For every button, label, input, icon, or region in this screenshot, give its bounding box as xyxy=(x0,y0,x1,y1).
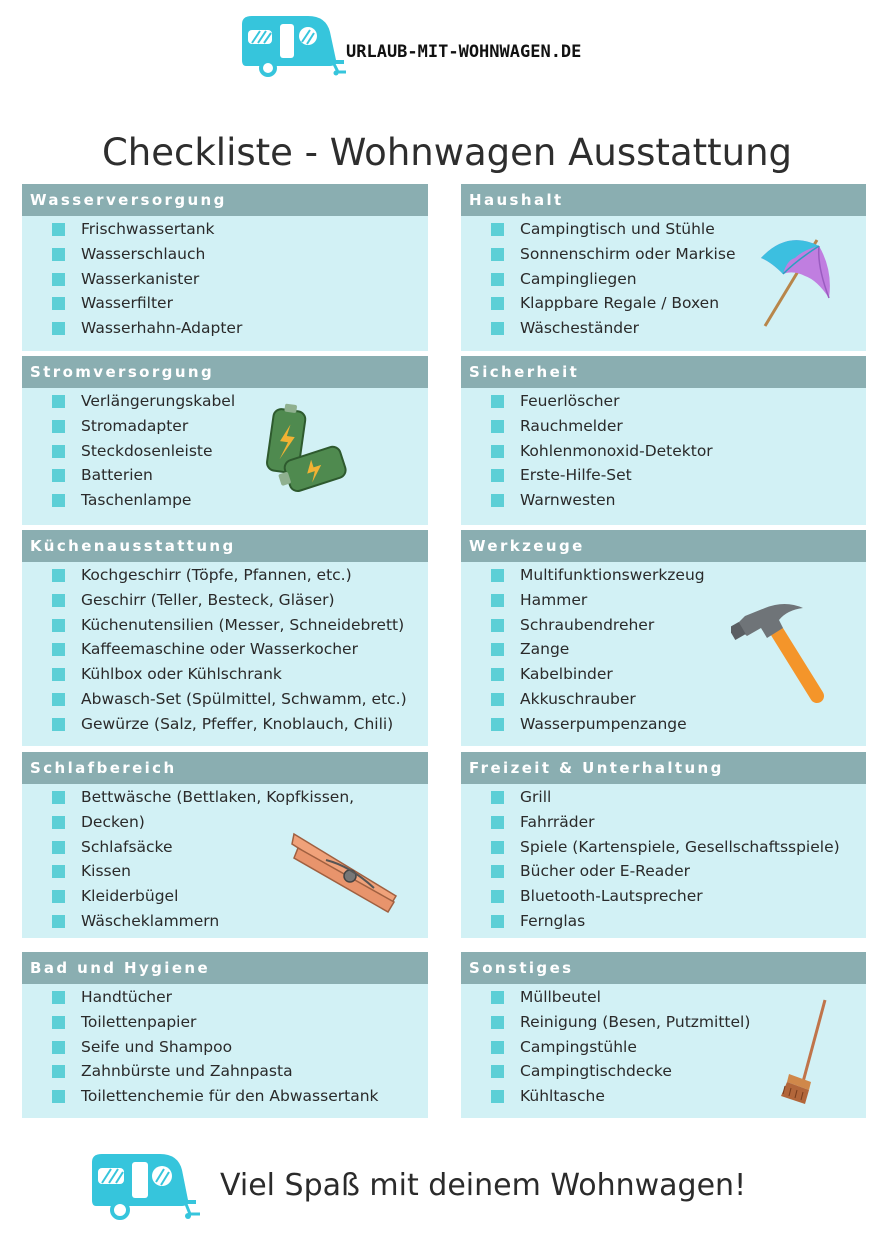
checkbox[interactable] xyxy=(491,1041,504,1054)
checkbox[interactable] xyxy=(491,1090,504,1103)
item-label: Steckdosenleiste xyxy=(81,441,213,460)
item-label: Müllbeutel xyxy=(520,988,601,1006)
item-label: Kohlenmonoxid-Detektor xyxy=(520,441,713,460)
item-label: Campingtischdecke xyxy=(520,1062,672,1081)
item-label: Rauchmelder xyxy=(520,416,623,435)
item-label: Wäscheständer xyxy=(520,319,640,338)
list-item xyxy=(461,464,866,489)
checkbox[interactable] xyxy=(491,643,504,656)
checkbox[interactable] xyxy=(52,1016,65,1029)
checkbox[interactable] xyxy=(52,1090,65,1103)
item-label: Wasserpumpenzange xyxy=(520,714,687,733)
checkbox[interactable] xyxy=(52,693,65,706)
list-item xyxy=(461,713,866,738)
checkbox[interactable] xyxy=(491,816,504,829)
item-label: Campingstühle xyxy=(520,1037,637,1056)
checkbox[interactable] xyxy=(491,594,504,607)
checkbox[interactable] xyxy=(52,322,65,335)
item-label: Kaffeemaschine oder Wasserkocher xyxy=(81,640,358,659)
item-label: Batterien xyxy=(81,466,153,485)
checklist xyxy=(22,216,428,342)
checkbox[interactable] xyxy=(52,1041,65,1054)
checkbox[interactable] xyxy=(52,841,65,854)
list-item xyxy=(22,638,428,663)
item-label: Toilettenchemie für den Abwassertank xyxy=(81,1087,379,1106)
list-item xyxy=(22,986,428,1011)
item-label: Kühlbox oder Kühlschrank xyxy=(81,665,282,684)
section-haushalt xyxy=(461,184,866,351)
checkbox[interactable] xyxy=(52,791,65,804)
section-wasserversorgung xyxy=(22,184,428,351)
checkbox[interactable] xyxy=(52,297,65,310)
item-label: Frischwassertank xyxy=(81,220,215,238)
item-label: Wasserkanister xyxy=(81,269,200,288)
item-label: Klappbare Regale / Boxen xyxy=(520,294,720,313)
section-title: Stromversorgung xyxy=(22,356,428,388)
item-label: Kühltasche xyxy=(520,1087,605,1106)
item-label: Wäscheklammern xyxy=(81,911,220,930)
list-item xyxy=(22,268,428,293)
item-label: Seife und Shampoo xyxy=(81,1037,233,1056)
item-label: Kissen xyxy=(81,862,131,881)
checkbox[interactable] xyxy=(52,816,65,829)
item-label: Wasserfilter xyxy=(81,294,173,313)
item-label: Reinigung (Besen, Putzmittel) xyxy=(520,1012,751,1031)
section-werkzeuge xyxy=(461,530,866,746)
checkbox[interactable] xyxy=(52,1065,65,1078)
battery-icon xyxy=(264,402,350,500)
checkbox[interactable] xyxy=(52,420,65,433)
checkbox[interactable] xyxy=(491,273,504,286)
section-sicherheit xyxy=(461,356,866,525)
footer-message: Viel Spaß mit deinem Wohnwagen! xyxy=(220,1168,747,1203)
list-item xyxy=(461,390,866,415)
item-label: Toilettenpapier xyxy=(81,1012,197,1031)
item-label: Wasserhahn-Adapter xyxy=(81,319,243,338)
checkbox[interactable] xyxy=(491,297,504,310)
list-item xyxy=(22,614,428,639)
item-label: Schraubendreher xyxy=(520,615,655,634)
list-item xyxy=(22,688,428,713)
checkbox[interactable] xyxy=(52,991,65,1004)
checkbox[interactable] xyxy=(52,668,65,681)
section-title: Bad und Hygiene xyxy=(22,952,428,984)
list-item xyxy=(22,390,428,415)
checkbox[interactable] xyxy=(52,395,65,408)
item-label: Zahnbürste und Zahnpasta xyxy=(81,1062,293,1081)
checkbox[interactable] xyxy=(491,668,504,681)
checklist xyxy=(461,784,866,935)
item-label: Stromadapter xyxy=(81,416,189,435)
checkbox[interactable] xyxy=(491,1065,504,1078)
checkbox[interactable] xyxy=(52,494,65,507)
item-label: Geschirr (Teller, Besteck, Gläser) xyxy=(81,590,335,609)
section-title: Werkzeuge xyxy=(461,530,866,562)
item-label: Hammer xyxy=(520,590,588,609)
list-item xyxy=(22,292,428,317)
list-item xyxy=(22,713,428,738)
item-label: Feuerlöscher xyxy=(520,392,620,410)
checkbox[interactable] xyxy=(491,223,504,236)
checkbox[interactable] xyxy=(491,420,504,433)
checkbox[interactable] xyxy=(52,223,65,236)
item-label: Erste-Hilfe-Set xyxy=(520,466,632,485)
list-item xyxy=(461,836,866,861)
item-label: Akkuschrauber xyxy=(520,689,636,708)
section-title: Wasserversorgung xyxy=(22,184,428,216)
item-label: Spiele (Kartenspiele, Gesellschaftsspiele) xyxy=(520,837,840,856)
list-item xyxy=(22,1060,428,1085)
section-title: Sonstiges xyxy=(461,952,866,984)
checkbox[interactable] xyxy=(491,915,504,928)
section-schlafbereich xyxy=(22,752,428,938)
item-label: Warnwesten xyxy=(520,491,616,510)
section-kuechenausstattung xyxy=(22,530,428,746)
section-title: Sicherheit xyxy=(461,356,866,388)
list-item xyxy=(461,811,866,836)
checkbox[interactable] xyxy=(491,865,504,878)
checkbox[interactable] xyxy=(491,619,504,632)
item-label: Kochgeschirr (Töpfe, Pfannen, etc.) xyxy=(81,566,352,584)
checkbox[interactable] xyxy=(52,619,65,632)
section-title: Küchenausstattung xyxy=(22,530,428,562)
item-label: Bluetooth-Lautsprecher xyxy=(520,887,703,906)
item-label: Zange xyxy=(520,640,570,659)
checkbox[interactable] xyxy=(52,445,65,458)
item-label: Küchenutensilien (Messer, Schneidebrett) xyxy=(81,615,405,634)
broom-icon xyxy=(781,998,831,1110)
list-item xyxy=(22,317,428,342)
item-label: Kleiderbügel xyxy=(81,887,179,906)
list-item xyxy=(461,415,866,440)
section-title: Haushalt xyxy=(461,184,866,216)
item-label: Verlängerungskabel xyxy=(81,392,236,410)
checkbox[interactable] xyxy=(491,693,504,706)
checkbox[interactable] xyxy=(491,1016,504,1029)
item-label: Multifunktionswerkzeug xyxy=(520,566,705,584)
hammer-icon xyxy=(731,596,831,708)
item-label: Schlafsäcke xyxy=(81,837,173,856)
section-bad-und-hygiene xyxy=(22,952,428,1118)
list-item xyxy=(22,464,428,489)
item-label: Campingtisch und Stühle xyxy=(520,220,715,238)
checkbox[interactable] xyxy=(52,569,65,582)
list-item xyxy=(461,440,866,465)
clothespin-icon xyxy=(290,826,400,914)
checkbox[interactable] xyxy=(52,273,65,286)
list-item xyxy=(461,786,866,811)
list-item xyxy=(22,440,428,465)
checkbox[interactable] xyxy=(52,248,65,261)
section-stromversorgung xyxy=(22,356,428,525)
section-sonstiges xyxy=(461,952,866,1118)
list-item xyxy=(461,564,866,589)
item-label: Bücher oder E-Reader xyxy=(520,862,691,881)
list-item xyxy=(22,564,428,589)
checkbox[interactable] xyxy=(491,841,504,854)
item-label: Bettwäsche (Bettlaken, Kopfkissen, xyxy=(81,788,355,806)
item-label: Decken) xyxy=(81,812,145,831)
list-item xyxy=(22,415,428,440)
checkbox[interactable] xyxy=(52,469,65,482)
item-label: Grill xyxy=(520,788,552,806)
list-item xyxy=(461,885,866,910)
section-freizeit xyxy=(461,752,866,938)
checkbox[interactable] xyxy=(491,791,504,804)
checklist xyxy=(22,562,428,738)
checkbox[interactable] xyxy=(52,865,65,878)
item-label: Wasserschlauch xyxy=(81,244,206,263)
list-item xyxy=(461,860,866,885)
list-item xyxy=(22,1085,428,1110)
page-title: Checkliste - Wohnwagen Ausstattung xyxy=(101,130,793,174)
list-item xyxy=(22,589,428,614)
checkbox[interactable] xyxy=(52,643,65,656)
section-title: Schlafbereich xyxy=(22,752,428,784)
brand-name: URLAUB-MIT-WOHNWAGEN.DE xyxy=(346,42,582,62)
checklist xyxy=(22,388,428,514)
item-label: Handtücher xyxy=(81,988,172,1006)
list-item xyxy=(461,489,866,514)
checkbox[interactable] xyxy=(491,494,504,507)
item-label: Fahrräder xyxy=(520,812,595,831)
item-label: Fernglas xyxy=(520,911,586,930)
checkbox[interactable] xyxy=(491,569,504,582)
checkbox[interactable] xyxy=(491,248,504,261)
checklist xyxy=(461,388,866,514)
checkbox[interactable] xyxy=(491,991,504,1004)
item-label: Campingliegen xyxy=(520,269,637,288)
list-item xyxy=(22,489,428,514)
checkbox[interactable] xyxy=(52,718,65,731)
checkbox[interactable] xyxy=(491,718,504,731)
checkbox[interactable] xyxy=(52,915,65,928)
checkbox[interactable] xyxy=(491,322,504,335)
list-item xyxy=(22,218,428,243)
list-item xyxy=(22,663,428,688)
list-item xyxy=(22,243,428,268)
checkbox[interactable] xyxy=(491,395,504,408)
umbrella-icon xyxy=(757,236,837,330)
checklist xyxy=(22,984,428,1110)
list-item xyxy=(461,910,866,935)
checkbox[interactable] xyxy=(491,445,504,458)
list-item xyxy=(22,1036,428,1061)
checkbox[interactable] xyxy=(491,890,504,903)
list-item xyxy=(22,786,428,811)
checkbox[interactable] xyxy=(52,890,65,903)
item-label: Taschenlampe xyxy=(81,491,192,510)
checkbox[interactable] xyxy=(52,594,65,607)
list-item xyxy=(22,1011,428,1036)
checkbox[interactable] xyxy=(491,469,504,482)
item-label: Kabelbinder xyxy=(520,665,613,684)
item-label: Abwasch-Set (Spülmittel, Schwamm, etc.) xyxy=(81,689,407,708)
item-label: Sonnenschirm oder Markise xyxy=(520,244,736,263)
item-label: Gewürze (Salz, Pfeffer, Knoblauch, Chili) xyxy=(81,714,394,733)
section-title: Freizeit & Unterhaltung xyxy=(461,752,866,784)
caravan-logo-icon xyxy=(88,1150,208,1225)
